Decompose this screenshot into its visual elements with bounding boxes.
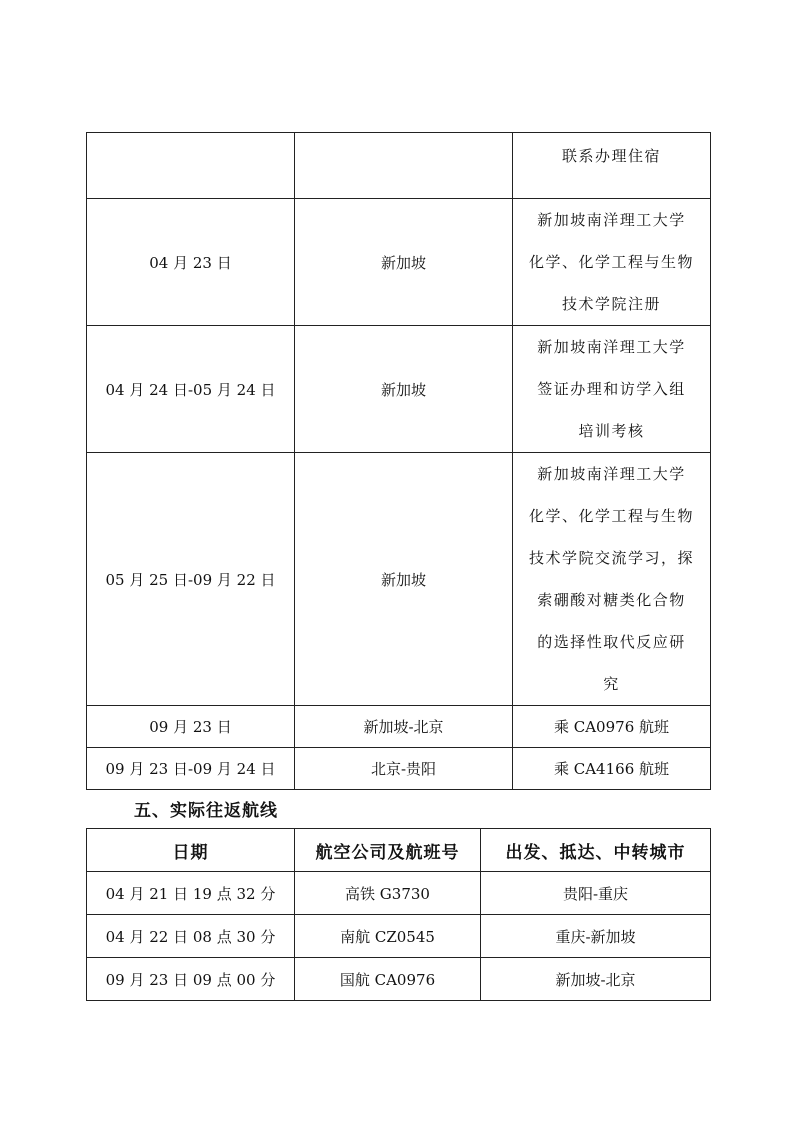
flight-cell: 高铁 G3730 <box>295 872 481 915</box>
activity-cell: 乘 CA0976 航班 <box>513 706 711 748</box>
table-header-row <box>87 829 711 872</box>
place-cell: 新加坡 <box>295 326 513 453</box>
date-cell: 09 月 23 日 09 点 00 分 <box>87 958 295 1001</box>
activity-line: 培训考核 <box>578 422 645 440</box>
route-cell: 新加坡-北京 <box>481 958 711 1001</box>
date-cell: 04 月 24 日-05 月 24 日 <box>87 326 295 453</box>
place-cell <box>295 133 513 199</box>
activity-line: 新加坡南洋理工大学 <box>537 465 686 483</box>
activity-line: 技术学院交流学习，探 <box>528 549 694 567</box>
date-cell: 04 月 23 日 <box>87 199 295 326</box>
table-row <box>87 453 711 706</box>
activity-line: 联系办理住宿 <box>561 147 661 165</box>
table-row <box>87 748 711 790</box>
activity-line: 究 <box>603 675 620 693</box>
activity-cell <box>513 453 711 706</box>
date-cell: 09 月 23 日-09 月 24 日 <box>87 748 295 790</box>
route-cell: 贵阳-重庆 <box>481 872 711 915</box>
table-row <box>87 326 711 453</box>
table-row <box>87 199 711 326</box>
activity-line: 技术学院注册 <box>561 295 661 313</box>
table-row <box>87 706 711 748</box>
place-cell: 北京-贵阳 <box>295 748 513 790</box>
activity-line: 新加坡南洋理工大学 <box>537 211 686 229</box>
header-flight: 航空公司及航班号 <box>295 829 481 872</box>
place-cell: 新加坡 <box>295 453 513 706</box>
date-cell <box>87 133 295 199</box>
route-cell: 重庆-新加坡 <box>481 915 711 958</box>
place-cell: 新加坡-北京 <box>295 706 513 748</box>
flights-table <box>86 828 711 1001</box>
date-cell: 09 月 23 日 <box>87 706 295 748</box>
date-cell: 04 月 22 日 08 点 30 分 <box>87 915 295 958</box>
activity-line: 签证办理和访学入组 <box>537 380 686 398</box>
activity-line: 的选择性取代反应研 <box>537 633 686 651</box>
table-row <box>87 958 711 1001</box>
activity-line: 化学、化学工程与生物 <box>528 253 694 271</box>
header-route: 出发、抵达、中转城市 <box>481 829 711 872</box>
table-row <box>87 133 711 199</box>
table-row <box>87 915 711 958</box>
date-cell: 05 月 25 日-09 月 22 日 <box>87 453 295 706</box>
header-date: 日期 <box>87 829 295 872</box>
place-cell: 新加坡 <box>295 199 513 326</box>
section-heading: 五、实际往返航线 <box>134 801 278 821</box>
activity-cell <box>513 326 711 453</box>
activity-line: 新加坡南洋理工大学 <box>537 338 686 356</box>
itinerary-table <box>86 132 711 790</box>
date-cell: 04 月 21 日 19 点 32 分 <box>87 872 295 915</box>
activity-line: 化学、化学工程与生物 <box>528 507 694 525</box>
flight-cell: 国航 CA0976 <box>295 958 481 1001</box>
activity-cell <box>513 199 711 326</box>
table-row <box>87 872 711 915</box>
flight-cell: 南航 CZ0545 <box>295 915 481 958</box>
activity-cell: 乘 CA4166 航班 <box>513 748 711 790</box>
activity-cell <box>513 133 711 199</box>
activity-line: 索硼酸对糖类化合物 <box>537 591 686 609</box>
